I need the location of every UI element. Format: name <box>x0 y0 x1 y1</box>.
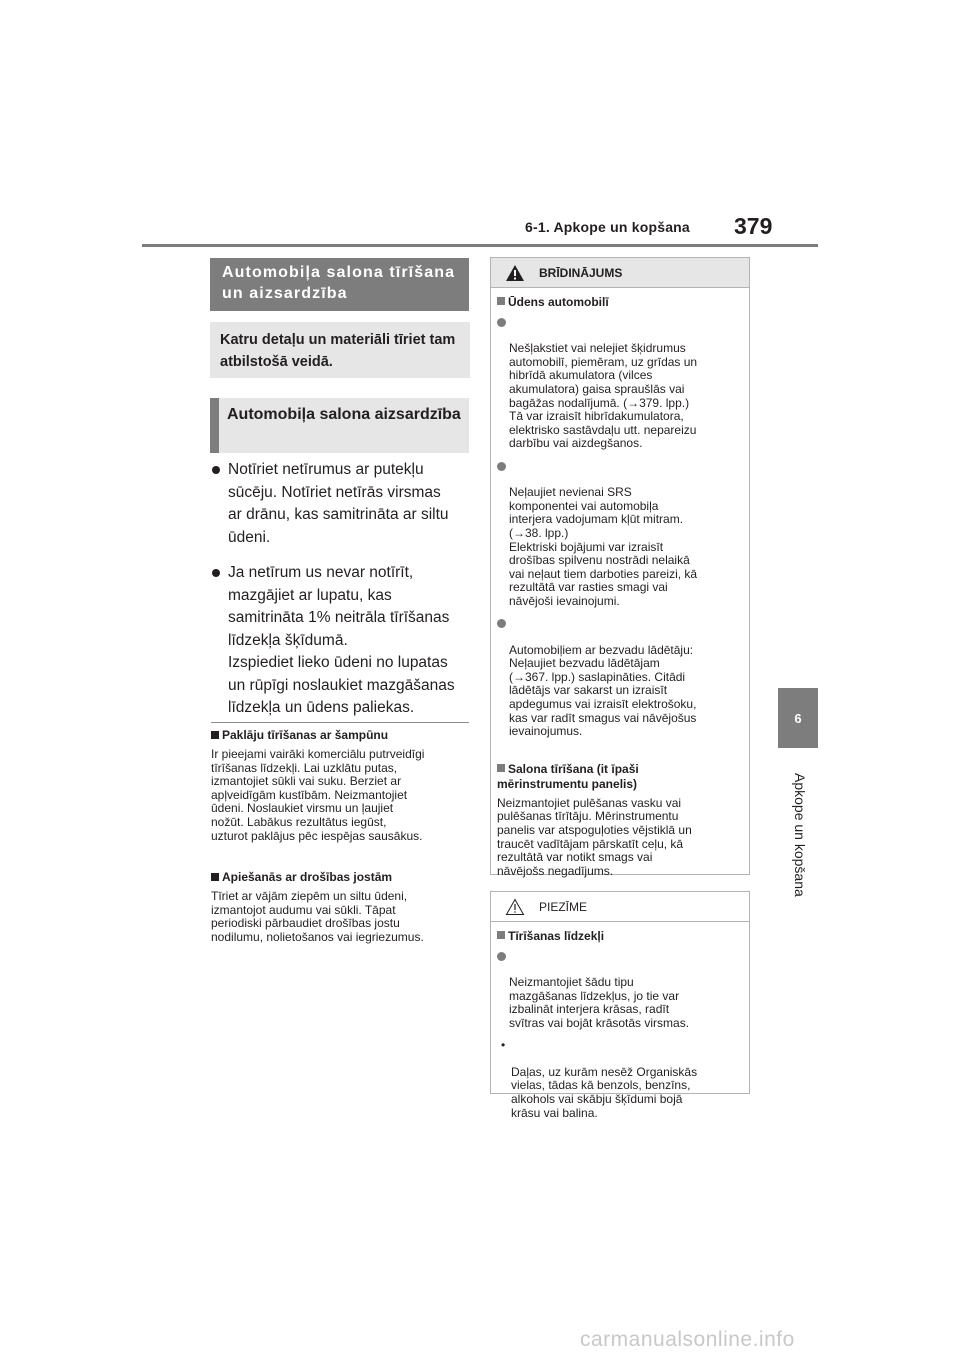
detergent-heading <box>497 929 743 944</box>
warning-content <box>491 288 749 878</box>
square-bullet-icon <box>211 873 219 881</box>
circle-bullet-icon <box>497 952 506 961</box>
list-item <box>497 949 743 1031</box>
circle-bullet-icon <box>497 462 506 471</box>
list-item <box>211 459 473 549</box>
main-heading: Automobiļa salona tīrīšana un aizsardzība <box>210 258 469 311</box>
list-item <box>497 315 743 451</box>
detergent-heading-text: Tīrīšanas līdzekļi <box>508 929 605 943</box>
cleaning-body: Neizmantojiet pulēšanas vasku vai pulēšanas tīrītāju. Mērinstrumentu panelis var atspoguļoties vējstiklā un traucēt vadītājam pārskatīt ceļu, kā rezultātā var notikt smags vai nāvējošs negadījums. <box>497 795 692 878</box>
list-item <box>497 616 743 738</box>
list-item <box>497 1039 743 1121</box>
belt-heading <box>211 870 473 885</box>
warning-box <box>490 257 750 878</box>
dash-bullet-icon: • <box>501 1037 506 1052</box>
header-rule <box>142 244 818 247</box>
square-bullet-icon <box>497 764 505 772</box>
carpet-body: Ir pieejami vairāki komerciālu putrveidīgi tīrīšanas līdzekļi. Lai uzklātu putas, izmantojiet sūkli vai suku. Berziet ar apļveidīgām kustībām. Neizmantojiet ūdeni. Noslaukiet virsmu un ļaujiet nožūt. Labākus rezultātus iegūst, uzturot paklājus pēc iespējas sausākus. <box>211 747 425 843</box>
list-item-text: Daļas, uz kurām nesēž Organiskās vielas, tādas kā benzols, benzīns, alkohols vai skābju šķīdumi bojā krāsu vai balina. <box>511 1064 698 1120</box>
belt-body: Tīriet ar vājām ziepēm un siltu ūdeni, izmantojot audumu vai sūkli. Tāpat periodiski pārbaudiet drošības jostu nodilumu, nolietošanos vai iegriezumus. <box>211 889 424 944</box>
chapter-tab-label: Apkope un kopšana <box>792 773 808 897</box>
list-item-text: Neizmantojiet šādu tipu mazgāšanas līdzekļus, jo tie var izbalināt interjera krāsas, radīt svītras vai bojāt krāsotās virsmas. <box>509 975 690 1030</box>
circle-bullet-icon <box>497 619 506 628</box>
sub-heading: Automobiļa salona aizsardzība <box>210 398 469 453</box>
chapter-tab <box>778 688 818 748</box>
page-number: 379 <box>734 213 773 239</box>
belt-section <box>211 870 473 944</box>
note-box <box>490 891 750 1120</box>
list-item <box>211 562 473 720</box>
square-bullet-icon <box>497 931 505 939</box>
list-item-text: Neļaujiet nevienai SRS komponentei vai automobiļa interjera vadojumam kļūt mitram. (→38. lpp.) Elektriski bojājumi var izraisīt drošības spilvenu nostrādi nelaikā vai neļaut tiem darboties pareizi, kā rezultātā var rasties smagi vai nāvējoši ievainojumi. <box>509 485 698 608</box>
warning-header <box>491 258 749 288</box>
note-label: PIEZĪME <box>539 899 588 914</box>
section-divider <box>211 722 469 723</box>
intro-text: Katru detaļu un materiāli tīriet tam atbilstošā veidā. <box>210 322 470 378</box>
cleaning-heading-text: Salona tīrīšana (it īpaši mērinstrumentu panelis) <box>497 761 639 791</box>
carpet-section <box>211 728 473 843</box>
chapter-number: 6 <box>794 710 802 726</box>
watermark: carmanualsonline.info <box>580 1328 795 1351</box>
list-item <box>497 459 743 609</box>
section-title: 6-1. Apkope un kopšana <box>525 219 690 235</box>
square-bullet-icon <box>497 297 505 305</box>
bullet-dot-icon <box>212 569 220 577</box>
warning-label: BRĪDINĀJUMS <box>539 265 623 280</box>
circle-bullet-icon <box>497 318 506 327</box>
bullet-dot-icon <box>212 466 220 474</box>
square-bullet-icon <box>211 731 219 739</box>
cleaning-heading <box>497 747 743 792</box>
note-content <box>491 922 749 1120</box>
list-item-text: Automobiļiem ar bezvadu lādētāju: Neļaujiet bezvadu lādētājam (→367. lpp.) saslapināties. Citādi lādētājs var sakarst un izraisīt apdegumus vai izraisīt elektrošoku, kas var radīt smagus vai nāvējošus ievainojumus. <box>509 642 697 739</box>
note-header <box>491 892 749 922</box>
warning-triangle-icon <box>505 264 525 282</box>
list-item-text: Notīriet netīrumus ar putekļu sūcēju. Notīriet netīrās virsmas ar drānu, kas samitrināta ar siltu ūdeni. <box>228 461 449 546</box>
list-item-text: Ja netīrum us nevar notīrīt, mazgājiet ar lupatu, kas samitrināta 1% neitrāla tīrīšanas līdzekļa šķīdumā. Izspiediet lieko ūdeni no lupatas un rūpīgi noslaukiet mazgāšanas līdzekļa un ūdens paliekas. <box>228 564 455 716</box>
list-item-text: Nešļakstiet vai nelejiet šķidrumus automobilī, piemēram, uz grīdas un hibrīdā akumulatora (vilces akumulatora) gaisa spraušlās vai bagāžas nodalījumā. (→379. lpp.) Tā var izraisīt hibrīdakumulatora, elektrisko sastāvdaļu utt. nepareizu darbību vai aizdegšanos. <box>509 341 698 451</box>
water-heading-text: Ūdens automobilī <box>508 295 609 309</box>
caution-triangle-icon <box>505 898 525 916</box>
carpet-heading <box>211 728 473 743</box>
belt-heading-text: Apiešanās ar drošības jostām <box>222 870 393 884</box>
bullet-list <box>211 459 473 733</box>
water-heading <box>497 295 743 310</box>
carpet-heading-text: Paklāju tīrīšanas ar šampūnu <box>222 728 389 742</box>
